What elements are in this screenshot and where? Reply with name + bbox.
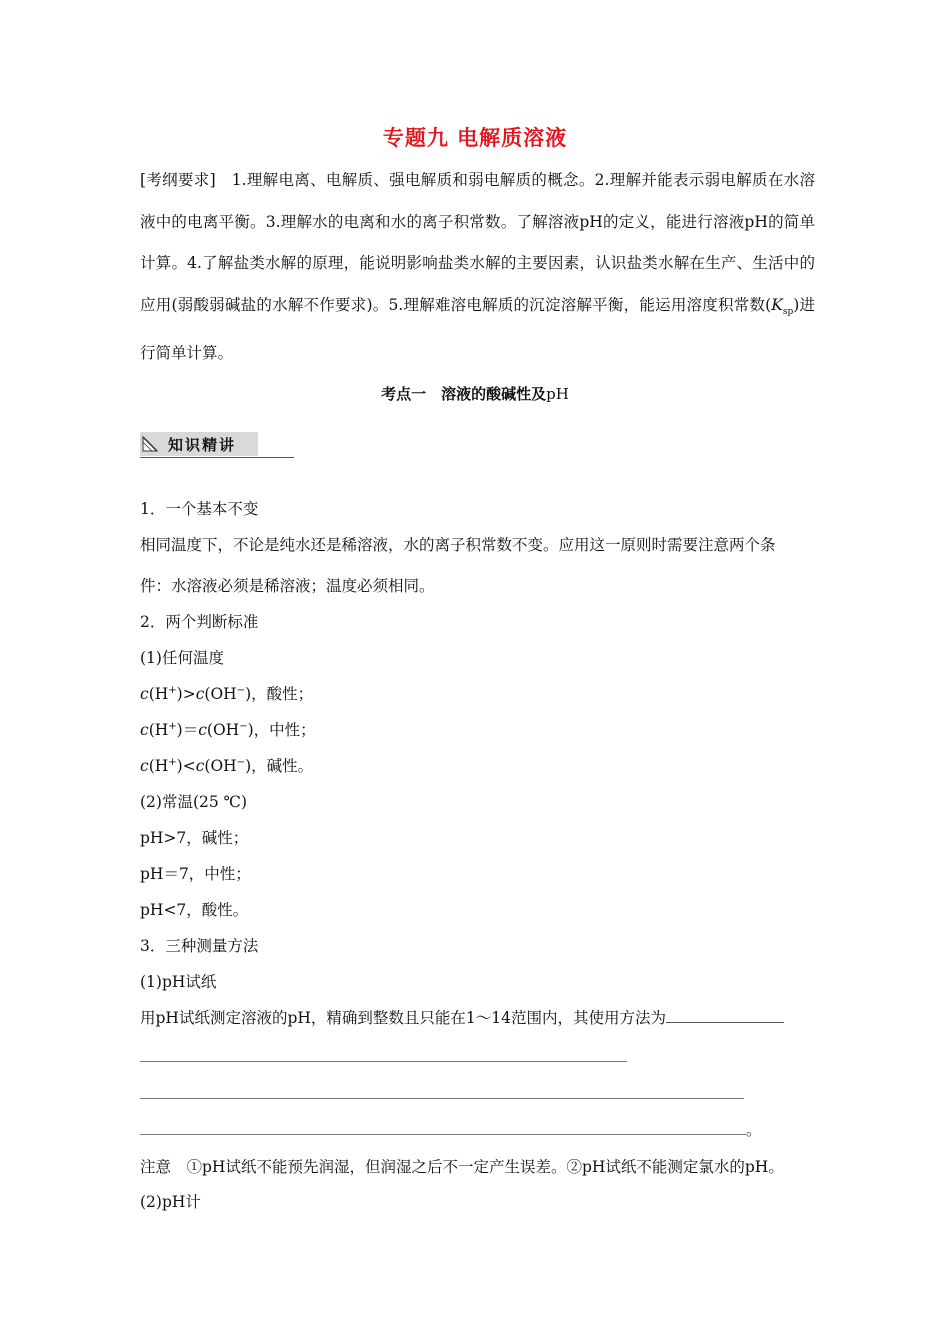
banner-label: 知识精讲 <box>168 436 237 454</box>
ph-basic: pH>7，碱性； <box>140 829 249 847</box>
end-period: 。 <box>746 1121 762 1139</box>
c-symbol: c <box>198 721 207 739</box>
plus-sign: + <box>168 684 177 696</box>
subheading-ph-paper: (1)pH试纸 <box>140 973 217 991</box>
acidic-label: )，酸性； <box>245 685 314 703</box>
basic-label: )，碱性。 <box>245 757 314 775</box>
minus-sign: − <box>239 720 248 732</box>
paragraph-1b: 件：水溶液必须是稀溶液；温度必须相同。 <box>140 577 435 595</box>
answer-blank-2[interactable] <box>140 1061 627 1062</box>
c-symbol: c <box>195 685 205 703</box>
greater-than: )> <box>176 685 196 703</box>
ph-neutral: pH＝7，中性； <box>140 865 251 883</box>
c-symbol: c <box>140 757 149 775</box>
diagonal-triangle-icon <box>142 436 158 452</box>
formula-basic <box>140 754 313 776</box>
page-title: 专题九 电解质溶液 <box>382 126 568 150</box>
subheading-any-temp: (1)任何温度 <box>140 649 224 667</box>
banner-rule <box>140 457 294 458</box>
formula-neutral <box>140 718 316 740</box>
note: 注意 ①pH试纸不能预先润湿，但润湿之后不一定产生误差。②pH试纸不能测定氯水的pH。 <box>140 1158 784 1176</box>
requirements-tail: )进行简单计算。 <box>140 295 815 363</box>
oh-ion: (OH <box>206 721 240 739</box>
answer-blank-4[interactable] <box>140 1134 746 1135</box>
formula-acidic <box>140 682 313 704</box>
c-symbol: c <box>195 757 205 775</box>
answer-blank-1[interactable] <box>666 1021 784 1023</box>
requirements-tag: [考纲要求] <box>140 171 216 189</box>
ph-paper-text: 用pH试纸测定溶液的pH，精确到整数且只能在1～14范围内，其使用方法为 <box>140 1009 666 1027</box>
section-label: 考点一 溶液的酸碱性及 <box>381 385 547 403</box>
equals: )＝ <box>176 721 199 739</box>
minus-sign: − <box>236 756 246 768</box>
oh-ion: (OH <box>204 757 237 775</box>
c-symbol: c <box>140 721 149 739</box>
plus-sign: + <box>168 756 177 768</box>
answer-blank-3[interactable] <box>140 1098 744 1099</box>
section-heading <box>0 383 950 404</box>
ksp-subscript: sp <box>782 306 794 317</box>
paragraph-ph-paper <box>140 1006 784 1028</box>
h-ion: (H <box>148 721 169 739</box>
minus-sign: − <box>236 684 246 696</box>
heading-3: 3．三种测量方法 <box>140 937 259 955</box>
neutral-label: )，中性； <box>247 721 316 739</box>
h-ion: (H <box>148 685 169 703</box>
exam-requirements <box>140 160 815 375</box>
heading-1: 1．一个基本不变 <box>140 500 259 518</box>
oh-ion: (OH <box>204 685 237 703</box>
paragraph-1a: 相同温度下，不论是纯水还是稀溶液，水的离子积常数不变。应用这一原则时需要注意两个条 <box>140 536 776 554</box>
h-ion: (H <box>148 757 169 775</box>
requirements-text: 1.理解电离、电解质、强电解质和弱电解质的概念。2.理解并能表示弱电解质在水溶液中的电离平衡。3.理解水的电离和水的离子积常数。了解溶液pH的定义，能进行溶液pH的简单计算。4.了解盐类水解的原理，能说明影响盐类水解的主要因素，认识盐类水解在生产、生活中的应用(弱酸弱碱盐的水解不作要求)。5.理解难溶电解质的沉淀溶解平衡，能运用溶度积常数( <box>140 171 815 314</box>
subheading-room-temp: (2)常温(25 ℃) <box>140 793 248 811</box>
c-symbol: c <box>140 685 149 703</box>
plus-sign: + <box>168 720 177 732</box>
knowledge-banner <box>140 432 294 460</box>
ksp-symbol: K <box>771 295 783 314</box>
subheading-ph-meter: (2)pH计 <box>140 1193 201 1211</box>
heading-2: 2．两个判断标准 <box>140 613 259 631</box>
section-ph: pH <box>546 385 569 403</box>
ph-acidic: pH<7，酸性。 <box>140 901 249 919</box>
less-than: )< <box>176 757 196 775</box>
